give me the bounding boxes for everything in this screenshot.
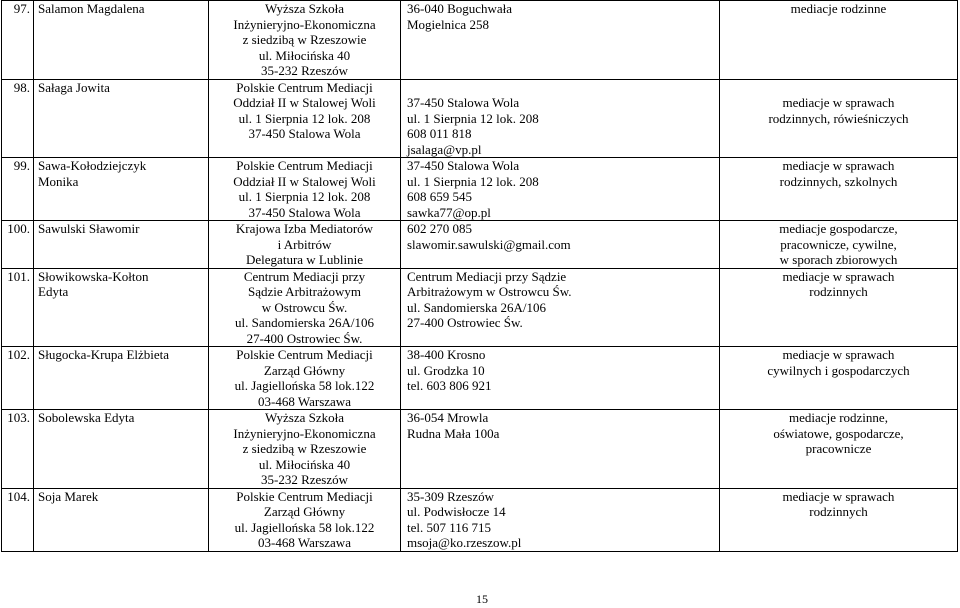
contact-address-line: msoja@ko.rzeszow.pl — [407, 535, 522, 550]
institution-line: 37-450 Stalowa Wola — [248, 204, 361, 220]
institution-cell — [209, 158, 401, 221]
specialization-line: rodzinnych, szkolnych — [779, 173, 898, 189]
contact-address-line: ul. Grodzka 10 — [407, 362, 485, 378]
table-body — [2, 1, 958, 552]
row-number: 99. — [2, 158, 34, 221]
institution-line: Krajowa Izba Mediatorów — [235, 221, 374, 236]
mediator-name-line: Sawa-Kołodziejczyk — [38, 158, 147, 173]
institution-line: Wyższa Szkoła — [265, 410, 344, 425]
contact-address-line: tel. 603 806 921 — [407, 378, 492, 393]
specialization-line: oświatowe, gospodarcze, — [773, 425, 904, 441]
institution-line: 03-468 Warszawa — [258, 393, 351, 409]
mediator-name-cell — [34, 347, 209, 410]
specialization-line: rodzinnych, rówieśniczych — [768, 110, 909, 126]
contact-address-line: 608 659 545 — [407, 189, 472, 204]
contact-address-cell — [401, 158, 720, 221]
contact-address-line: 608 011 818 — [407, 126, 472, 141]
specialization-cell — [720, 268, 958, 347]
institution-line: Wyższa Szkoła — [265, 1, 344, 16]
table-row — [2, 1, 958, 80]
institution-line: z siedzibą w Rzeszowie — [242, 441, 367, 456]
contact-address-line: Mogielnica 258 — [407, 16, 489, 32]
specialization-cell — [720, 1, 958, 80]
specialization-cell — [720, 410, 958, 489]
specialization-line: w sporach zbiorowych — [779, 252, 898, 267]
specialization-line: rodzinnych — [809, 504, 868, 519]
row-number: 100. — [2, 221, 34, 269]
contact-address-cell — [401, 268, 720, 347]
mediator-name-line: Soja Marek — [38, 488, 99, 504]
contact-address-line: 38-400 Krosno — [407, 347, 486, 362]
contact-address-line: Arbitrażowym w Ostrowcu Św. — [407, 284, 572, 299]
row-number: 102. — [2, 347, 34, 410]
institution-line: 35-232 Rzeszów — [260, 63, 348, 78]
specialization-cell — [720, 221, 958, 269]
mediators-table — [1, 0, 958, 552]
contact-address-line: 36-054 Mrowla — [407, 410, 489, 425]
institution-line: 27-400 Ostrowiec Św. — [246, 330, 363, 346]
institution-line: Oddział II w Stalowej Woli — [233, 95, 376, 110]
row-number: 97. — [2, 1, 34, 80]
contact-address-line: Rudna Mała 100a — [407, 425, 500, 441]
institution-line: 35-232 Rzeszów — [260, 472, 348, 487]
row-number: 98. — [2, 79, 34, 158]
specialization-line: mediacje w sprawach — [782, 158, 895, 173]
specialization-line: mediacje gospodarcze, — [779, 221, 898, 236]
institution-cell — [209, 1, 401, 80]
institution-line: Polskie Centrum Mediacji — [236, 79, 373, 95]
institution-line: Oddział II w Stalowej Woli — [233, 173, 376, 189]
institution-cell — [209, 268, 401, 347]
specialization-line: mediacje w sprawach — [782, 347, 895, 362]
mediator-name-line: Sałaga Jowita — [38, 79, 110, 95]
specialization-line — [720, 80, 957, 96]
table-row — [2, 221, 958, 269]
table-row — [2, 79, 958, 158]
mediator-name-cell — [34, 410, 209, 489]
contact-address-line: ul. 1 Sierpnia 12 lok. 208 — [407, 110, 539, 126]
contact-address-line: 36-040 Boguchwała — [407, 1, 513, 16]
specialization-cell — [720, 488, 958, 551]
institution-line: Polskie Centrum Mediacji — [236, 488, 373, 504]
specialization-cell — [720, 347, 958, 410]
specialization-line: mediacje w sprawach — [782, 95, 895, 110]
contact-address-line: 602 270 085 — [407, 221, 472, 236]
institution-line: Polskie Centrum Mediacji — [236, 347, 373, 362]
mediator-name-cell — [34, 79, 209, 158]
contact-address-cell — [401, 410, 720, 489]
mediator-name-cell — [34, 1, 209, 80]
mediator-name-line: Słowikowska-Kołton — [38, 268, 149, 284]
institution-line: ul. Sandomierska 26A/106 — [234, 315, 374, 330]
institution-line: 37-450 Stalowa Wola — [248, 126, 361, 141]
contact-address-line: ul. Podwisłocze 14 — [407, 504, 506, 519]
mediator-name-line: Edyta — [38, 284, 69, 299]
mediator-name-line: Sobolewska Edyta — [38, 410, 135, 425]
institution-line: ul. 1 Sierpnia 12 lok. 208 — [238, 189, 371, 204]
specialization-line: mediacje rodzinne, — [789, 410, 888, 425]
mediator-name-cell — [34, 158, 209, 221]
contact-address-line: Centrum Mediacji przy Sądzie — [407, 268, 567, 284]
contact-address-line: slawomir.sawulski@gmail.com — [407, 236, 571, 252]
contact-address-cell — [401, 79, 720, 158]
institution-line: Delegatura w Lublinie — [246, 252, 363, 267]
specialization-cell — [720, 79, 958, 158]
table-row — [2, 410, 958, 489]
institution-cell — [209, 410, 401, 489]
row-number: 101. — [2, 268, 34, 347]
specialization-cell — [720, 158, 958, 221]
contact-address-line: 27-400 Ostrowiec Św. — [407, 315, 523, 330]
institution-line: Inżynieryjno-Ekonomiczna — [233, 425, 376, 441]
specialization-line: mediacje rodzinne — [790, 1, 887, 16]
contact-address-line: jsalaga@vp.pl — [407, 141, 482, 157]
table-row — [2, 347, 958, 410]
mediator-name-line: Salamon Magdalena — [38, 1, 145, 16]
contact-address-line: 35-309 Rzeszów — [407, 488, 495, 504]
institution-cell — [209, 347, 401, 410]
contact-address-line: 37-450 Stalowa Wola — [407, 158, 520, 173]
institution-line: z siedzibą w Rzeszowie — [242, 32, 367, 47]
row-number: 103. — [2, 410, 34, 489]
institution-line: Inżynieryjno-Ekonomiczna — [233, 16, 376, 32]
row-number: 104. — [2, 488, 34, 551]
institution-line: Zarząd Główny — [263, 504, 346, 519]
specialization-line: mediacje w sprawach — [782, 488, 895, 504]
institution-line: 03-468 Warszawa — [258, 535, 351, 550]
mediator-name-cell — [34, 268, 209, 347]
contact-address-line: ul. Sandomierska 26A/106 — [407, 299, 547, 315]
institution-line: ul. Jagiellońska 58 lok.122 — [234, 519, 375, 535]
contact-address-cell — [401, 1, 720, 80]
institution-line: ul. 1 Sierpnia 12 lok. 208 — [238, 110, 371, 126]
institution-cell — [209, 221, 401, 269]
institution-line: ul. Miłocińska 40 — [258, 456, 351, 472]
table-row — [2, 488, 958, 551]
mediator-name-cell — [34, 488, 209, 551]
institution-line: Zarząd Główny — [263, 362, 346, 378]
contact-address-line — [407, 80, 719, 96]
institution-line: w Ostrowcu Św. — [261, 299, 348, 315]
contact-address-cell — [401, 347, 720, 410]
mediator-name-line: Sługocka-Krupa Elżbieta — [38, 347, 170, 362]
mediator-name-cell — [34, 221, 209, 269]
contact-address-line: sawka77@op.pl — [407, 204, 491, 220]
specialization-line: pracownicze, cywilne, — [780, 236, 897, 252]
institution-line: ul. Jagiellońska 58 lok.122 — [234, 378, 375, 393]
specialization-line: pracownicze — [805, 441, 872, 456]
institution-line: ul. Miłocińska 40 — [258, 47, 351, 63]
mediator-name-line: Monika — [38, 173, 79, 189]
contact-address-line: tel. 507 116 715 — [407, 519, 492, 535]
institution-line: i Arbitrów — [277, 236, 332, 252]
contact-address-line: ul. 1 Sierpnia 12 lok. 208 — [407, 173, 539, 189]
contact-address-cell — [401, 221, 720, 269]
contact-address-line: 37-450 Stalowa Wola — [407, 95, 520, 110]
specialization-line: cywilnych i gospodarczych — [767, 362, 910, 378]
institution-line: Sądzie Arbitrażowym — [248, 284, 361, 299]
specialization-line: rodzinnych — [809, 284, 868, 299]
institution-line: Centrum Mediacji przy — [243, 268, 366, 284]
institution-cell — [209, 79, 401, 158]
institution-line: Polskie Centrum Mediacji — [236, 158, 373, 173]
specialization-line: mediacje w sprawach — [782, 268, 895, 284]
table-row — [2, 158, 958, 221]
mediator-name-line: Sawulski Sławomir — [38, 221, 140, 236]
institution-cell — [209, 488, 401, 551]
table-row — [2, 268, 958, 347]
page-number: 15 — [476, 592, 488, 606]
contact-address-cell — [401, 488, 720, 551]
